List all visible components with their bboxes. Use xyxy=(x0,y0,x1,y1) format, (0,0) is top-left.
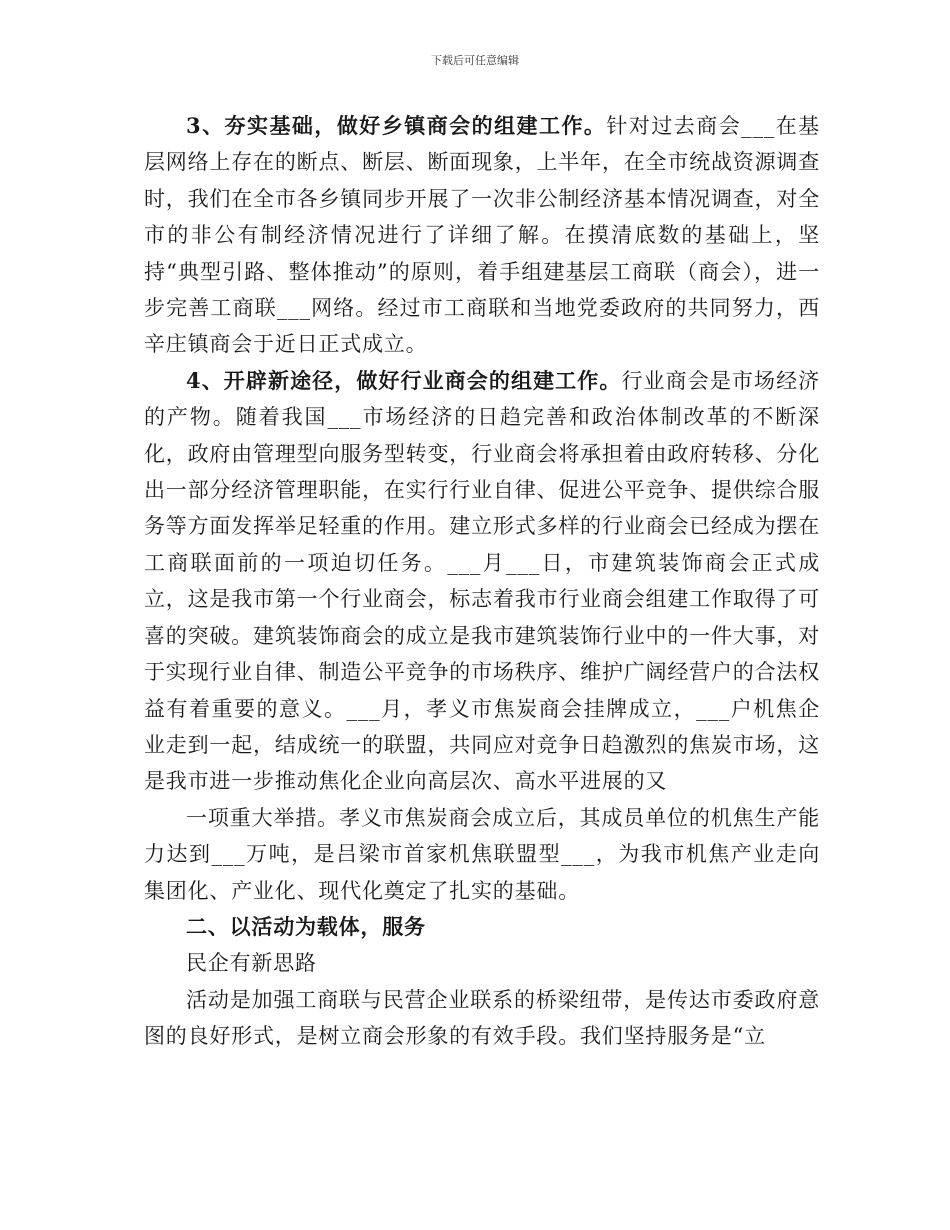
section-heading: 二、以活动为载体，服务 xyxy=(186,913,426,939)
paragraph-lead: 3、夯实基础，做好乡镇商会的组建工作。 xyxy=(186,113,607,138)
paragraph-activities xyxy=(144,982,820,1055)
section-subheading: 民企有新思路 xyxy=(186,951,317,976)
paragraph-text: 一项重大举措。孝义市焦炭商会成立后，其成员单位的机焦生产能力达到___万吨，是吕梁市首家机焦联盟型___，为我市机焦产业走向集团化、产业化、现代化奠定了扎实的基础。 xyxy=(144,805,820,903)
paragraph-industry-chamber xyxy=(144,363,820,800)
document-body xyxy=(144,108,820,1055)
paragraph-township-chamber xyxy=(144,108,820,363)
paragraph-coke-chamber xyxy=(144,800,820,909)
paragraph-lead: 4、开辟新途径，做好行业商会的组建工作。 xyxy=(186,367,622,393)
paragraph-text: 活动是加强工商联与民营企业联系的桥梁纽带，是传达市委政府意图的良好形式，是树立商会形象的有效手段。我们坚持服务是“立 xyxy=(144,987,820,1049)
paragraph-text: 行业商会是市场经济的产物。随着我国___市场经济的日趋完善和政治体制改革的不断深化，政府由管理型向服务型转变，行业商会将承担着由政府转移、分化出一部分经济管理职能，在实行行业自律、促进公平竞争、提供综合服务等方面发挥举足轻重的作用。建立形式多样的行业商会已经成为摆在工商联面前的一项迫切任务。___月___日，市建筑装饰商会正式成立，这是我市第一个行业商会，标志着我市行业商会组建工作取得了可喜的突破。建筑装饰商会的成立是我市建筑装饰行业中的一件大事，对于实现行业自律、制造公平竞争的市场秩序、维护广阔经营户的合法权益有着重要的意义。___月，孝义市焦炭商会挂牌成立，___户机焦企业走到一起，结成统一的联盟，共同应对竞争日趋激烈的焦炭市场，这是我市进一步推动焦化企业向高层次、高水平进展的又 xyxy=(144,368,820,794)
page-header: 下载后可任意编辑 xyxy=(431,54,519,67)
paragraph-text: 针对过去商会___在基层网络上存在的断点、断层、断面现象，上半年，在全市统战资源调查时，我们在全市各乡镇同步开展了一次非公制经济基本情况调查，对全市的非公有制经济情况进行了详细了解。在摸清底数的基础上，坚持“典型引路、整体推动”的原则，着手组建基层工商联（商会），进一步完善工商联___网络。经过市工商联和当地党委政府的共同努力，西辛庄镇商会于近日正式成立。 xyxy=(144,114,820,357)
